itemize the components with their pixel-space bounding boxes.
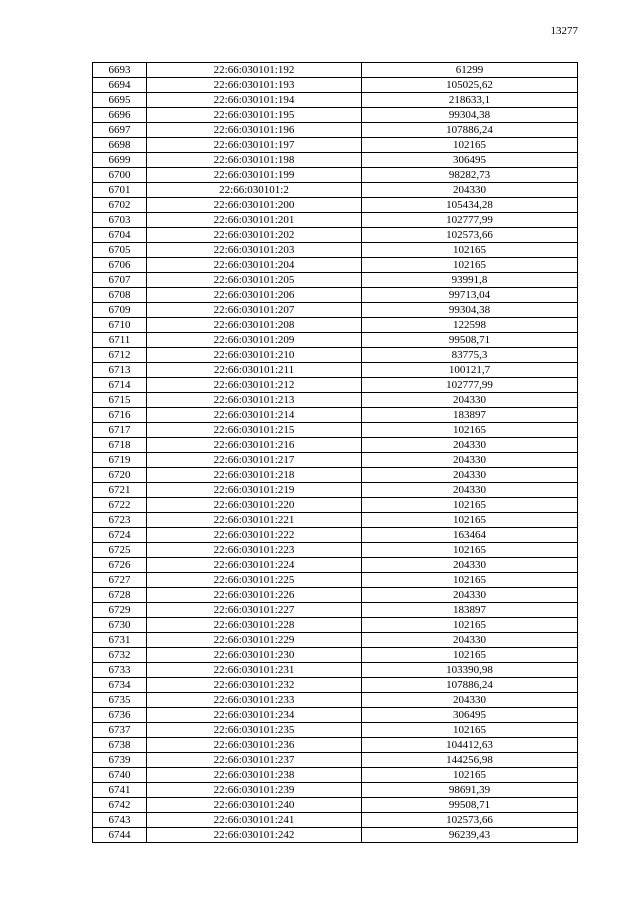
table-body [93,63,578,843]
value-cell: 102165 [362,138,578,153]
table-row [93,648,578,663]
row-number-cell: 6728 [93,588,147,603]
row-number-cell: 6698 [93,138,147,153]
cadastral-number-cell: 22:66:030101:229 [147,633,362,648]
value-cell: 102165 [362,723,578,738]
table-row [93,273,578,288]
cadastral-number-cell: 22:66:030101:206 [147,288,362,303]
cadastral-number-cell: 22:66:030101:194 [147,93,362,108]
cadastral-number-cell: 22:66:030101:238 [147,768,362,783]
value-cell: 204330 [362,393,578,408]
table-row [93,723,578,738]
row-number-cell: 6732 [93,648,147,663]
row-number-cell: 6720 [93,468,147,483]
cadastral-number-cell: 22:66:030101:217 [147,453,362,468]
value-cell: 183897 [362,408,578,423]
value-cell: 99304,38 [362,108,578,123]
row-number-cell: 6741 [93,783,147,798]
table-row [93,828,578,843]
cadastral-number-cell: 22:66:030101:202 [147,228,362,243]
table-row [93,483,578,498]
value-cell: 102165 [362,648,578,663]
cadastral-number-cell: 22:66:030101:209 [147,333,362,348]
table-row [93,738,578,753]
value-cell: 105025,62 [362,78,578,93]
value-cell: 93991,8 [362,273,578,288]
value-cell: 102777,99 [362,378,578,393]
table-row [93,813,578,828]
cadastral-number-cell: 22:66:030101:200 [147,198,362,213]
cadastral-number-cell: 22:66:030101:207 [147,303,362,318]
table-row [93,603,578,618]
row-number-cell: 6709 [93,303,147,318]
row-number-cell: 6696 [93,108,147,123]
table-row [93,333,578,348]
value-cell: 83775,3 [362,348,578,363]
value-cell: 99304,38 [362,303,578,318]
value-cell: 204330 [362,183,578,198]
value-cell: 102165 [362,573,578,588]
cadastral-number-cell: 22:66:030101:220 [147,498,362,513]
value-cell: 103390,98 [362,663,578,678]
table-row [93,663,578,678]
row-number-cell: 6738 [93,738,147,753]
cadastral-number-cell: 22:66:030101:204 [147,258,362,273]
row-number-cell: 6734 [93,678,147,693]
row-number-cell: 6730 [93,618,147,633]
value-cell: 163464 [362,528,578,543]
value-cell: 204330 [362,633,578,648]
cadastral-number-cell: 22:66:030101:226 [147,588,362,603]
cadastral-number-cell: 22:66:030101:240 [147,798,362,813]
cadastral-number-cell: 22:66:030101:235 [147,723,362,738]
row-number-cell: 6717 [93,423,147,438]
row-number-cell: 6694 [93,78,147,93]
table-row [93,228,578,243]
row-number-cell: 6697 [93,123,147,138]
row-number-cell: 6740 [93,768,147,783]
row-number-cell: 6739 [93,753,147,768]
row-number-cell: 6736 [93,708,147,723]
value-cell: 122598 [362,318,578,333]
value-cell: 102777,99 [362,213,578,228]
value-cell: 96239,43 [362,828,578,843]
row-number-cell: 6721 [93,483,147,498]
row-number-cell: 6729 [93,603,147,618]
row-number-cell: 6700 [93,168,147,183]
cadastral-number-cell: 22:66:030101:211 [147,363,362,378]
value-cell: 99508,71 [362,798,578,813]
value-cell: 104412,63 [362,738,578,753]
value-cell: 107886,24 [362,123,578,138]
table-row [93,528,578,543]
value-cell: 144256,98 [362,753,578,768]
value-cell: 306495 [362,153,578,168]
table-row [93,678,578,693]
row-number-cell: 6725 [93,543,147,558]
table-row [93,708,578,723]
value-cell: 102165 [362,258,578,273]
row-number-cell: 6731 [93,633,147,648]
table-row [93,213,578,228]
cadastral-number-cell: 22:66:030101:222 [147,528,362,543]
cadastral-number-cell: 22:66:030101:195 [147,108,362,123]
row-number-cell: 6718 [93,438,147,453]
table-row [93,258,578,273]
value-cell: 102165 [362,768,578,783]
table-row [93,543,578,558]
cadastral-number-cell: 22:66:030101:201 [147,213,362,228]
value-cell: 102165 [362,498,578,513]
cadastral-number-cell: 22:66:030101:223 [147,543,362,558]
table-row [93,153,578,168]
value-cell: 107886,24 [362,678,578,693]
value-cell: 102165 [362,543,578,558]
value-cell: 98691,39 [362,783,578,798]
value-cell: 99508,71 [362,333,578,348]
cadastral-number-cell: 22:66:030101:197 [147,138,362,153]
row-number-cell: 6711 [93,333,147,348]
value-cell: 105434,28 [362,198,578,213]
row-number-cell: 6707 [93,273,147,288]
value-cell: 102165 [362,618,578,633]
row-number-cell: 6726 [93,558,147,573]
table-row [93,798,578,813]
cadastral-number-cell: 22:66:030101:233 [147,693,362,708]
row-number-cell: 6737 [93,723,147,738]
table-row [93,558,578,573]
value-cell: 204330 [362,438,578,453]
table-row [93,783,578,798]
table-row [93,138,578,153]
table-row [93,348,578,363]
table-row [93,63,578,78]
row-number-cell: 6744 [93,828,147,843]
cadastral-number-cell: 22:66:030101:212 [147,378,362,393]
value-cell: 102165 [362,423,578,438]
row-number-cell: 6695 [93,93,147,108]
cadastral-number-cell: 22:66:030101:221 [147,513,362,528]
row-number-cell: 6708 [93,288,147,303]
row-number-cell: 6703 [93,213,147,228]
table-row [93,573,578,588]
value-cell: 61299 [362,63,578,78]
cadastral-number-cell: 22:66:030101:210 [147,348,362,363]
cadastral-number-cell: 22:66:030101:239 [147,783,362,798]
table-row [93,513,578,528]
value-cell: 204330 [362,558,578,573]
row-number-cell: 6714 [93,378,147,393]
cadastral-number-cell: 22:66:030101:198 [147,153,362,168]
cadastral-number-cell: 22:66:030101:193 [147,78,362,93]
cadastral-number-cell: 22:66:030101:215 [147,423,362,438]
cadastral-value-table [92,62,578,843]
row-number-cell: 6724 [93,528,147,543]
table-row [93,498,578,513]
table-row [93,303,578,318]
table-row [93,168,578,183]
value-cell: 102573,66 [362,813,578,828]
value-cell: 183897 [362,603,578,618]
table-row [93,123,578,138]
value-cell: 100121,7 [362,363,578,378]
row-number-cell: 6699 [93,153,147,168]
table-row [93,408,578,423]
cadastral-number-cell: 22:66:030101:216 [147,438,362,453]
table-row [93,618,578,633]
row-number-cell: 6733 [93,663,147,678]
cadastral-number-cell: 22:66:030101:213 [147,393,362,408]
cadastral-number-cell: 22:66:030101:219 [147,483,362,498]
row-number-cell: 6722 [93,498,147,513]
table-row [93,78,578,93]
row-number-cell: 6713 [93,363,147,378]
row-number-cell: 6715 [93,393,147,408]
table-row [93,318,578,333]
value-cell: 306495 [362,708,578,723]
row-number-cell: 6743 [93,813,147,828]
cadastral-number-cell: 22:66:030101:241 [147,813,362,828]
table-row [93,288,578,303]
cadastral-number-cell: 22:66:030101:196 [147,123,362,138]
cadastral-number-cell: 22:66:030101:231 [147,663,362,678]
cadastral-number-cell: 22:66:030101:208 [147,318,362,333]
row-number-cell: 6727 [93,573,147,588]
cadastral-number-cell: 22:66:030101:199 [147,168,362,183]
table-row [93,468,578,483]
cadastral-number-cell: 22:66:030101:225 [147,573,362,588]
row-number-cell: 6693 [93,63,147,78]
cadastral-number-cell: 22:66:030101:236 [147,738,362,753]
row-number-cell: 6710 [93,318,147,333]
table-row [93,363,578,378]
table-row [93,423,578,438]
table-row [93,93,578,108]
cadastral-number-cell: 22:66:030101:2 [147,183,362,198]
table-row [93,378,578,393]
cadastral-number-cell: 22:66:030101:192 [147,63,362,78]
cadastral-number-cell: 22:66:030101:232 [147,678,362,693]
cadastral-number-cell: 22:66:030101:242 [147,828,362,843]
value-cell: 204330 [362,693,578,708]
value-cell: 204330 [362,468,578,483]
value-cell: 102165 [362,513,578,528]
row-number-cell: 6719 [93,453,147,468]
cadastral-number-cell: 22:66:030101:234 [147,708,362,723]
cadastral-number-cell: 22:66:030101:227 [147,603,362,618]
value-cell: 98282,73 [362,168,578,183]
table-row [93,438,578,453]
value-cell: 204330 [362,588,578,603]
cadastral-number-cell: 22:66:030101:228 [147,618,362,633]
cadastral-number-cell: 22:66:030101:237 [147,753,362,768]
table-row [93,198,578,213]
cadastral-number-cell: 22:66:030101:224 [147,558,362,573]
table-row [93,393,578,408]
row-number-cell: 6742 [93,798,147,813]
row-number-cell: 6735 [93,693,147,708]
table-row [93,693,578,708]
value-cell: 102165 [362,243,578,258]
table-row [93,633,578,648]
row-number-cell: 6704 [93,228,147,243]
value-cell: 204330 [362,483,578,498]
cadastral-number-cell: 22:66:030101:205 [147,273,362,288]
cadastral-number-cell: 22:66:030101:230 [147,648,362,663]
value-cell: 218633,1 [362,93,578,108]
table-row [93,243,578,258]
row-number-cell: 6716 [93,408,147,423]
table-row [93,453,578,468]
cadastral-number-cell: 22:66:030101:203 [147,243,362,258]
value-cell: 102573,66 [362,228,578,243]
cadastral-number-cell: 22:66:030101:218 [147,468,362,483]
table-row [93,768,578,783]
value-cell: 99713,04 [362,288,578,303]
row-number-cell: 6712 [93,348,147,363]
page-number: 13277 [550,25,578,37]
table-row [93,753,578,768]
cadastral-number-cell: 22:66:030101:214 [147,408,362,423]
table-row [93,108,578,123]
table-row [93,588,578,603]
value-cell: 204330 [362,453,578,468]
row-number-cell: 6723 [93,513,147,528]
row-number-cell: 6701 [93,183,147,198]
row-number-cell: 6705 [93,243,147,258]
row-number-cell: 6706 [93,258,147,273]
table-row [93,183,578,198]
row-number-cell: 6702 [93,198,147,213]
